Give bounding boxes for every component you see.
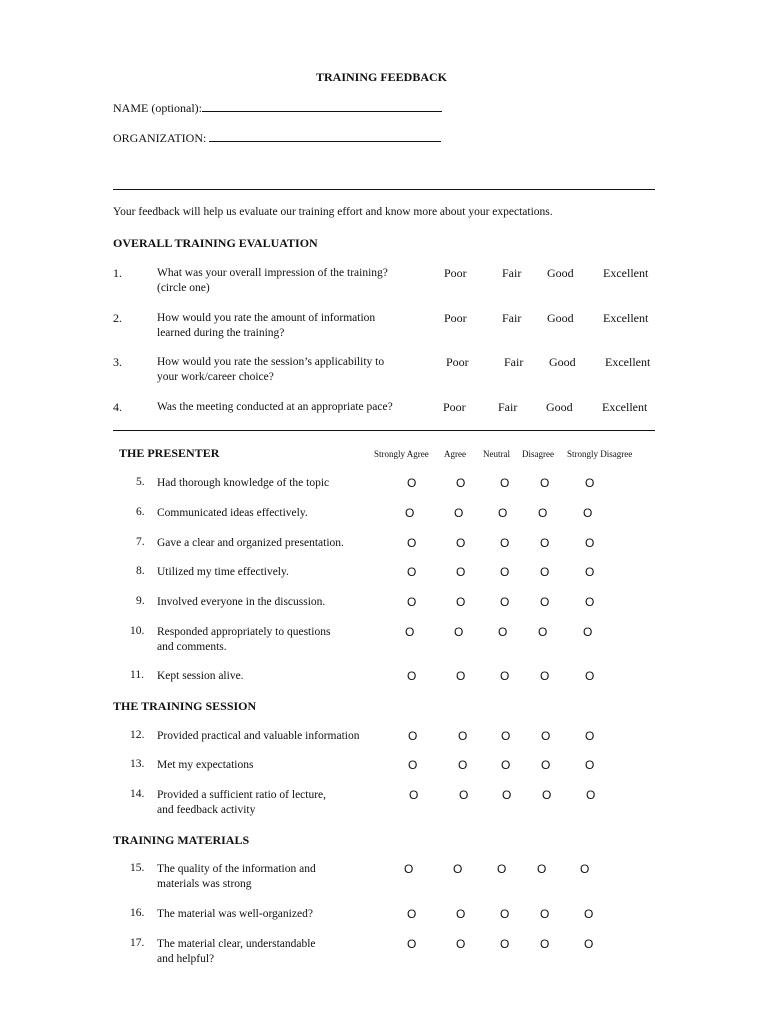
- organization-input-line[interactable]: [209, 129, 441, 142]
- question-text: Was the meeting conducted at an appropriate pace?: [157, 401, 393, 413]
- item-number: 16.: [130, 907, 145, 919]
- rating-option-good[interactable]: Good: [546, 400, 573, 414]
- rating-option-fair[interactable]: Fair: [498, 400, 518, 414]
- response-circle[interactable]: O: [538, 506, 548, 520]
- organization-field-row: [113, 129, 441, 146]
- rating-option-good[interactable]: Good: [549, 355, 576, 369]
- intro-text: Your feedback will help us evaluate our training effort and know more about your expectations.: [113, 206, 553, 218]
- response-circle[interactable]: O: [407, 565, 417, 579]
- response-circle[interactable]: O: [540, 907, 550, 921]
- rating-option-excellent[interactable]: Excellent: [603, 311, 649, 325]
- response-circle[interactable]: O: [407, 536, 417, 550]
- response-circle[interactable]: O: [404, 862, 414, 876]
- response-circle[interactable]: O: [409, 788, 419, 802]
- response-circle[interactable]: O: [580, 862, 590, 876]
- response-circle[interactable]: O: [540, 937, 550, 951]
- response-circle[interactable]: O: [407, 907, 417, 921]
- response-circle[interactable]: O: [583, 506, 593, 520]
- item-text: Communicated ideas effectively.: [157, 507, 308, 519]
- question-text: How would you rate the session’s applicability to your work/career choice?: [157, 356, 385, 383]
- item-number: 9.: [136, 595, 145, 607]
- response-circle[interactable]: O: [500, 565, 510, 579]
- rating-option-poor[interactable]: Poor: [444, 266, 467, 280]
- response-circle[interactable]: O: [540, 595, 550, 609]
- rating-option-excellent[interactable]: Excellent: [603, 266, 649, 280]
- response-circle[interactable]: O: [456, 907, 466, 921]
- response-circle[interactable]: O: [498, 625, 508, 639]
- response-circle[interactable]: O: [498, 506, 508, 520]
- scale-label: Strongly Disagree: [567, 449, 633, 459]
- response-circle[interactable]: O: [540, 669, 550, 683]
- item-text: Responded appropriately to questions and comments.: [157, 626, 331, 653]
- item-number: 17.: [130, 937, 145, 949]
- response-circle[interactable]: O: [497, 862, 507, 876]
- item-text: The material clear, understandable and helpful?: [157, 938, 316, 965]
- response-circle[interactable]: O: [538, 625, 548, 639]
- response-circle[interactable]: O: [585, 758, 595, 772]
- response-circle[interactable]: O: [407, 937, 417, 951]
- item-text: Provided a sufficient ratio of lecture, and feedback activity: [157, 789, 327, 816]
- response-circle[interactable]: O: [500, 907, 510, 921]
- item-number: 12.: [130, 729, 145, 741]
- item-text: Met my expectations: [157, 759, 254, 771]
- session-heading: THE TRAINING SESSION: [113, 699, 257, 713]
- item-number: 13.: [130, 758, 145, 770]
- question-number: 1.: [113, 266, 122, 280]
- response-circle[interactable]: O: [405, 506, 415, 520]
- response-circle[interactable]: O: [500, 669, 510, 683]
- item-text: Had thorough knowledge of the topic: [157, 477, 330, 489]
- response-circle[interactable]: O: [585, 565, 595, 579]
- organization-label: ORGANIZATION:: [113, 131, 207, 145]
- response-circle[interactable]: O: [585, 669, 595, 683]
- item-number: 5.: [136, 476, 145, 488]
- response-circle[interactable]: O: [456, 937, 466, 951]
- response-circle[interactable]: O: [585, 729, 595, 743]
- response-circle[interactable]: O: [501, 729, 511, 743]
- response-circle[interactable]: O: [456, 476, 466, 490]
- question-number: 2.: [113, 311, 122, 325]
- response-circle[interactable]: O: [453, 862, 463, 876]
- name-field-row: [113, 99, 442, 116]
- response-circle[interactable]: O: [585, 595, 595, 609]
- rating-option-fair[interactable]: Fair: [502, 311, 522, 325]
- response-circle[interactable]: O: [408, 729, 418, 743]
- item-text: Involved everyone in the discussion.: [157, 596, 326, 608]
- item-text: Utilized my time effectively.: [157, 566, 289, 578]
- item-text: The material was well-organized?: [157, 908, 313, 920]
- rating-option-fair[interactable]: Fair: [502, 266, 522, 280]
- response-circle[interactable]: O: [585, 476, 595, 490]
- rating-option-fair[interactable]: Fair: [504, 355, 524, 369]
- response-circle[interactable]: O: [500, 595, 510, 609]
- scale-label: Disagree: [522, 449, 554, 459]
- question-text: How would you rate the amount of information learned during the training?: [157, 312, 376, 339]
- response-circle[interactable]: O: [500, 476, 510, 490]
- response-circle[interactable]: O: [456, 536, 466, 550]
- question-text: What was your overall impression of the training? (circle one): [157, 267, 388, 294]
- rating-option-excellent[interactable]: Excellent: [602, 400, 648, 414]
- response-circle[interactable]: O: [456, 565, 466, 579]
- response-circle[interactable]: O: [454, 625, 464, 639]
- overall-heading: OVERALL TRAINING EVALUATION: [113, 236, 318, 250]
- item-number: 14.: [130, 788, 145, 800]
- header-divider: [113, 189, 655, 190]
- item-number: 6.: [136, 506, 145, 518]
- scale-label: Agree: [444, 449, 466, 459]
- response-circle[interactable]: O: [456, 595, 466, 609]
- rating-option-good[interactable]: Good: [547, 311, 574, 325]
- response-circle[interactable]: O: [454, 506, 464, 520]
- rating-option-poor[interactable]: Poor: [444, 311, 467, 325]
- response-circle[interactable]: O: [585, 536, 595, 550]
- response-circle[interactable]: O: [405, 625, 415, 639]
- scale-label: Strongly Agree: [374, 449, 429, 459]
- response-circle[interactable]: O: [458, 729, 468, 743]
- item-number: 8.: [136, 565, 145, 577]
- materials-heading: TRAINING MATERIALS: [113, 833, 250, 847]
- item-number: 15.: [130, 862, 145, 874]
- question-number: 4.: [113, 400, 122, 414]
- response-circle[interactable]: O: [456, 669, 466, 683]
- item-text: Gave a clear and organized presentation.: [157, 537, 344, 549]
- response-circle[interactable]: O: [501, 758, 511, 772]
- response-circle[interactable]: O: [407, 669, 417, 683]
- response-circle[interactable]: O: [500, 536, 510, 550]
- response-circle[interactable]: O: [459, 788, 469, 802]
- response-circle[interactable]: O: [540, 565, 550, 579]
- overall-divider: [113, 430, 655, 431]
- response-circle[interactable]: O: [502, 788, 512, 802]
- rating-option-excellent[interactable]: Excellent: [605, 355, 651, 369]
- response-circle[interactable]: O: [584, 907, 594, 921]
- item-text: Kept session alive.: [157, 670, 244, 682]
- scale-label: Neutral: [483, 449, 510, 459]
- response-circle[interactable]: O: [458, 758, 468, 772]
- response-circle[interactable]: O: [537, 862, 547, 876]
- response-circle[interactable]: O: [407, 595, 417, 609]
- item-text: Provided practical and valuable information: [157, 730, 360, 742]
- response-circle[interactable]: O: [540, 476, 550, 490]
- rating-option-poor[interactable]: Poor: [443, 400, 466, 414]
- item-number: 11.: [130, 669, 144, 681]
- response-circle[interactable]: O: [540, 536, 550, 550]
- name-input-line[interactable]: [202, 99, 442, 112]
- presenter-heading: THE PRESENTER: [119, 446, 220, 460]
- page-title: TRAINING FEEDBACK: [316, 70, 448, 84]
- response-circle[interactable]: O: [408, 758, 418, 772]
- item-number: 10.: [130, 625, 145, 637]
- response-circle[interactable]: O: [584, 937, 594, 951]
- response-circle[interactable]: O: [500, 937, 510, 951]
- response-circle[interactable]: O: [541, 758, 551, 772]
- item-number: 7.: [136, 536, 145, 548]
- question-number: 3.: [113, 355, 122, 369]
- response-circle[interactable]: O: [542, 788, 552, 802]
- rating-option-poor[interactable]: Poor: [446, 355, 469, 369]
- response-circle[interactable]: O: [407, 476, 417, 490]
- item-text: The quality of the information and materials was strong: [157, 863, 316, 890]
- rating-option-good[interactable]: Good: [547, 266, 574, 280]
- name-label: NAME (optional):: [113, 101, 202, 115]
- response-circle[interactable]: O: [586, 788, 596, 802]
- response-circle[interactable]: O: [583, 625, 593, 639]
- response-circle[interactable]: O: [541, 729, 551, 743]
